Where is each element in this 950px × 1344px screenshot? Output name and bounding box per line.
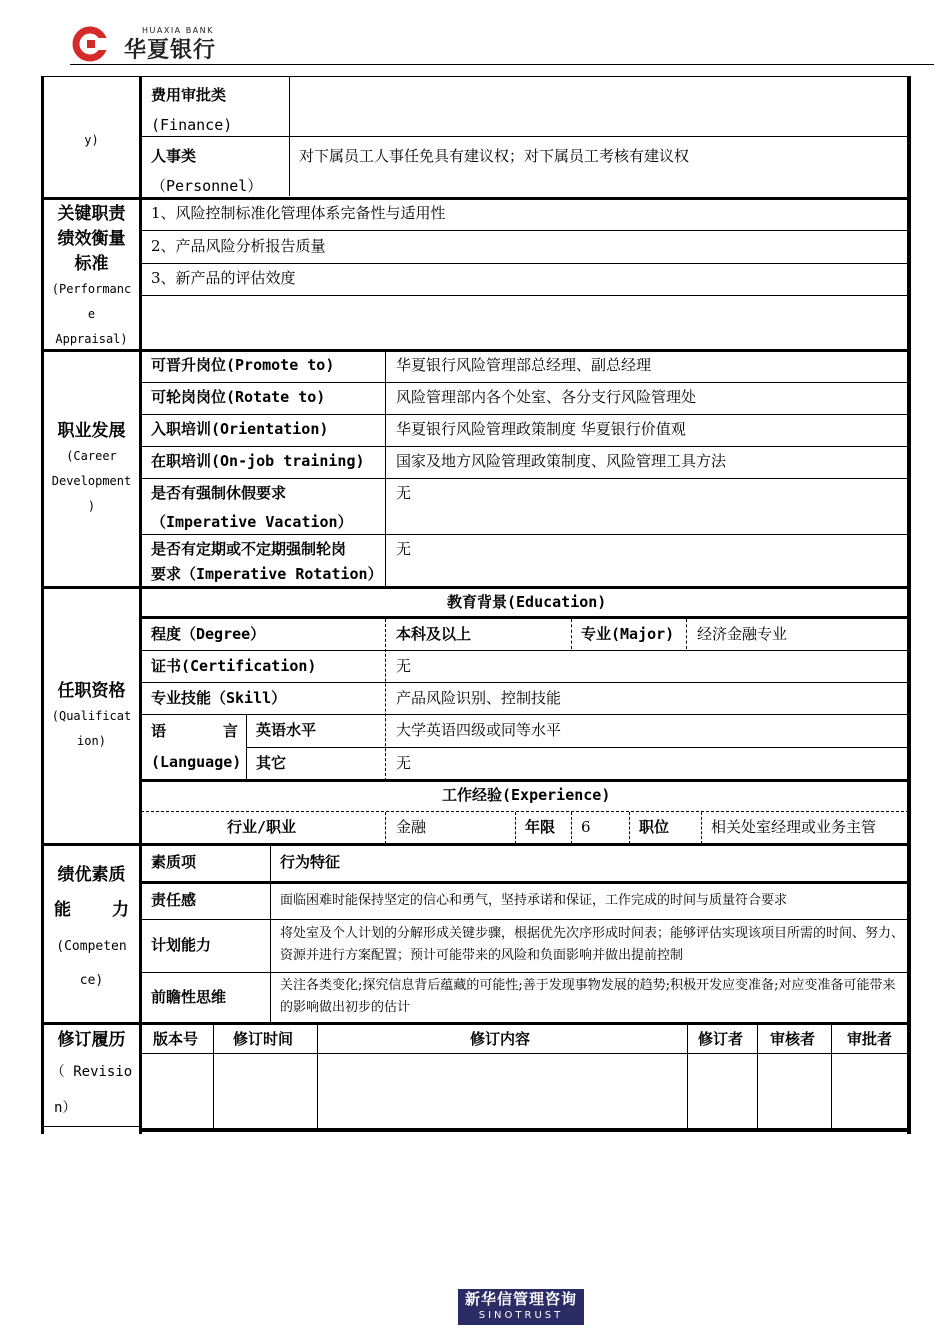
qual-divider-2: [141, 682, 909, 683]
kpi-divider-1: [141, 230, 909, 231]
rev-col-1: [213, 1025, 214, 1129]
promote-value: 华夏银行风险管理部总经理、副总经理: [396, 356, 652, 374]
rev-header-time: 修订时间: [233, 1030, 294, 1048]
career-divider-5: [141, 534, 909, 535]
table-right-border-2: [907, 846, 911, 1134]
section-divider-kpi: [41, 197, 909, 200]
experience-title: 工作经验(Experience): [442, 786, 611, 804]
career-label: 职业发展 (Career Development ): [51, 421, 132, 513]
section-divider-revision: [41, 1022, 909, 1025]
orientation-label: 入职培训(Orientation): [151, 420, 329, 438]
industry-label: 行业/职业: [227, 818, 297, 836]
competence-desc-3: 关注各类变化;探究信息背后蕴藏的可能性;善于发现事物发展的趋势;积极开发应变准备;对应变准备可能带来的影响做出初步的估计: [280, 978, 896, 1015]
position-value: 相关处室经理或业务主管: [711, 818, 877, 836]
sinotrust-logo: [458, 1289, 584, 1325]
other-value: 无: [396, 754, 412, 772]
rev-col-2: [317, 1025, 318, 1129]
vacation-label-en: （Imperative Vacation）: [151, 513, 353, 531]
vacation-value: 无: [396, 484, 412, 502]
bank-name-cn: 华夏银行: [124, 38, 217, 63]
qualification-label: 任职资格 (Qualificat ion): [51, 681, 132, 748]
language-label-b: 言: [223, 722, 239, 740]
vacation-label: 是否有强制休假要求: [151, 484, 287, 502]
revision-label: 修订履历 （ Revisio n）: [50, 1030, 133, 1116]
competence-col-divider: [270, 846, 271, 1024]
job-description-table: [41, 76, 911, 1134]
education-title-rule: [141, 616, 909, 619]
orientation-value: 华夏银行风险管理政策制度 华夏银行价值观: [396, 420, 686, 438]
personnel-type-en: （Personnel）: [151, 177, 263, 195]
cert-label: 证书(Certification): [151, 657, 317, 675]
header-rule: [70, 64, 934, 65]
qual-divider-4: [246, 747, 909, 748]
qual-col-divider: [385, 619, 386, 781]
rev-header-reviser: 修订者: [698, 1030, 744, 1048]
lang-col-divider: [246, 714, 247, 781]
promote-label: 可晋升岗位(Promote to): [151, 356, 335, 374]
career-divider-3: [141, 446, 909, 447]
career-col-divider: [385, 352, 386, 587]
exp-divider-1: [385, 812, 386, 844]
section-divider-qualification: [41, 586, 909, 589]
section-divider-competence: [41, 843, 909, 846]
rotation-label: 是否有定期或不定期强制轮岗: [151, 540, 347, 558]
exp-divider-2: [515, 812, 516, 844]
career-divider-4: [141, 478, 909, 479]
competence-item-3: 前瞻性思维: [151, 988, 227, 1006]
onjob-label: 在职培训(On-job training): [151, 452, 365, 470]
position-label: 职位: [639, 818, 670, 836]
authority-label: y): [84, 133, 99, 147]
rev-header-version: 版本号: [153, 1030, 199, 1048]
english-value: 大学英语四级或同等水平: [396, 721, 562, 739]
experience-title-rule-top: [141, 779, 909, 782]
degree-value: 本科及以上: [396, 625, 472, 643]
exp-divider-5: [701, 812, 702, 844]
rotate-label: 可轮岗岗位(Rotate to): [151, 388, 326, 406]
rev-header-rule: [141, 1053, 909, 1054]
competence-header-item: 素质项: [151, 853, 197, 871]
cert-value: 无: [396, 657, 412, 675]
footer-logo-cn: 新华信管理咨询: [464, 1290, 577, 1308]
competence-header-behavior: 行为特征: [280, 853, 341, 871]
industry-value: 金融: [396, 818, 427, 836]
qual-divider-3: [141, 714, 909, 715]
other-label: 其它: [256, 754, 287, 772]
rev-col-5: [831, 1025, 832, 1129]
degree-divider-2: [686, 619, 687, 649]
personnel-type: 人事类: [151, 147, 197, 165]
personnel-value: 对下属员工人事任免具有建议权；对下属员工考核有建议权: [299, 147, 690, 165]
degree-divider-1: [571, 619, 572, 649]
degree-label: 程度（Degree）: [151, 625, 266, 643]
rotate-value: 风险管理部内各个处室、各分支行风险管理处: [396, 388, 697, 406]
finance-type-en: (Finance): [151, 116, 233, 134]
career-divider-2: [141, 414, 909, 415]
exp-divider-4: [629, 812, 630, 844]
kpi-item-1: 1、风险控制标准化管理体系完备性与适用性: [151, 204, 446, 222]
section-divider-career: [41, 349, 909, 352]
exp-divider-3: [571, 812, 572, 844]
rev-header-content: 修订内容: [470, 1030, 531, 1048]
competence-header-rule: [141, 881, 909, 884]
authority-row-divider: [141, 136, 909, 137]
skill-label: 专业技能（Skill）: [151, 689, 287, 707]
huaxia-bank-logo-icon: [70, 26, 110, 62]
rotation-label-en: 要求（Imperative Rotation）: [151, 565, 383, 583]
kpi-divider-3: [141, 295, 909, 296]
competence-label: 绩优素质 能力 (Competen ce): [54, 865, 129, 988]
onjob-value: 国家及地方风险管理政策制度、风险管理工具方法: [396, 452, 727, 470]
table-right-border: [907, 76, 911, 846]
competence-item-2: 计划能力: [151, 936, 212, 954]
bank-name-en: HUAXIA BANK: [142, 26, 214, 35]
competence-desc-2: 将处室及个人计划的分解形成关键步骤，根据优先次序形成时间表；能够评估实现该项目所需的时间、努力、资源并进行方案配置；预计可能带来的风险和负面影响并做出提前控制: [280, 926, 905, 963]
rotation-value: 无: [396, 540, 412, 558]
kpi-divider-2: [141, 263, 909, 264]
label-column-divider: [139, 76, 142, 1134]
competence-item-1: 责任感: [151, 891, 197, 909]
education-title: 教育背景(Education): [447, 593, 607, 611]
competence-divider-2: [141, 972, 909, 973]
language-label-a: 语: [151, 722, 167, 740]
experience-title-rule: [141, 811, 909, 812]
kpi-label: 关键职责 绩效衡量 标准 (Performanc e Appraisal): [51, 204, 132, 346]
rev-header-reviewer: 审核者: [770, 1030, 816, 1048]
finance-type: 费用审批类: [151, 86, 227, 104]
rev-col-4: [757, 1025, 758, 1129]
qual-divider-1: [141, 650, 909, 651]
years-label: 年限: [525, 818, 556, 836]
career-divider-1: [141, 382, 909, 383]
page-header: [0, 0, 950, 70]
table-bottom-left: [41, 1126, 141, 1127]
skill-value: 产品风险识别、控制技能: [396, 689, 562, 707]
kpi-item-3: 3、新产品的评估效度: [151, 269, 296, 287]
competence-divider-1: [141, 919, 909, 920]
table-bottom-border: [141, 1128, 911, 1132]
major-label: 专业(Major): [581, 625, 675, 643]
rev-col-3: [687, 1025, 688, 1129]
years-value: 6: [581, 818, 591, 836]
english-label: 英语水平: [256, 721, 317, 739]
rev-header-approver: 审批者: [847, 1030, 893, 1048]
language-label-en: (Language): [151, 753, 242, 771]
kpi-item-2: 2、产品风险分析报告质量: [151, 237, 326, 255]
major-value: 经济金融专业: [697, 625, 788, 643]
competence-desc-1: 面临困难时能保持坚定的信心和勇气，坚持承诺和保证，工作完成的时间与质量符合要求: [280, 893, 788, 908]
footer-logo-en: SINOTRUST: [478, 1310, 564, 1321]
